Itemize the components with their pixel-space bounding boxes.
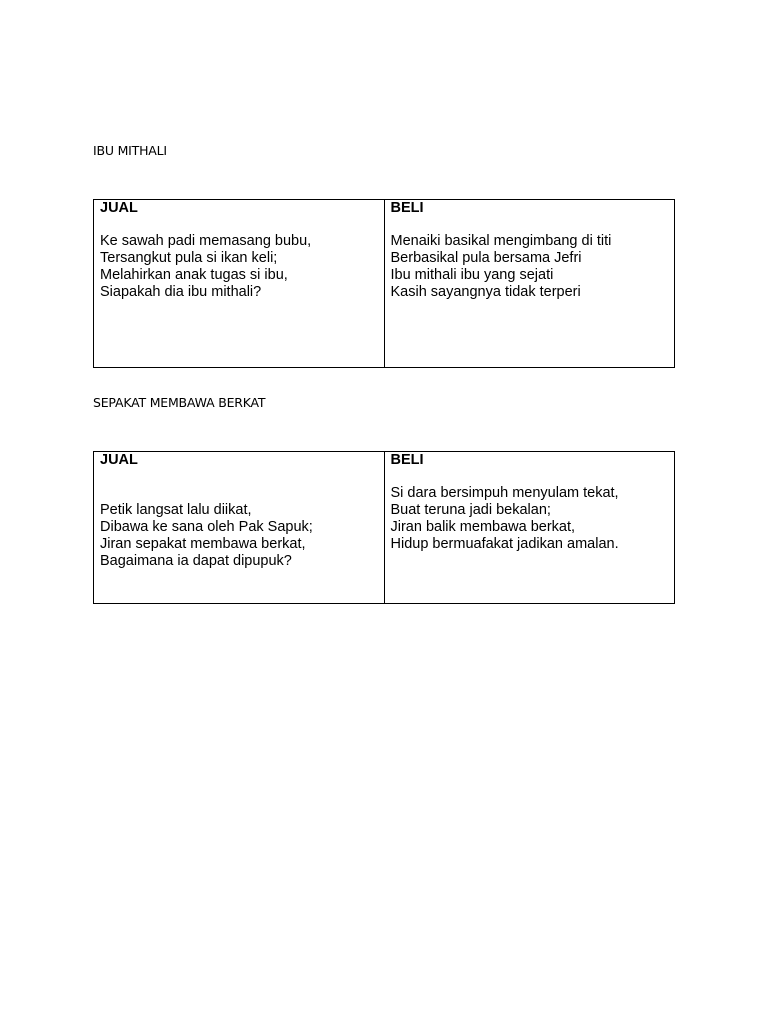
- jual-heading: JUAL: [100, 452, 138, 468]
- pantun-line: Kasih sayangnya tidak terperi: [390, 284, 581, 300]
- jual-lines: [100, 502, 378, 570]
- section-title-ibu-mithali: IBU MITHALI: [93, 143, 167, 158]
- section-title-sepakat-membawa-berkat: SEPAKAT MEMBAWA BERKAT: [93, 395, 266, 410]
- jual-lines: [100, 233, 378, 301]
- beli-cell: [384, 200, 675, 368]
- pantun-line: Jiran sepakat membawa berkat,: [100, 536, 306, 552]
- pantun-line: Bagaimana ia dapat dipupuk?: [100, 553, 292, 569]
- pantun-line: Ibu mithali ibu yang sejati: [390, 267, 554, 283]
- beli-cell: [384, 452, 675, 604]
- pantun-line: Jiran balik membawa berkat,: [390, 519, 576, 535]
- pantun-line: Siapakah dia ibu mithali?: [100, 284, 262, 300]
- beli-heading: BELI: [390, 200, 424, 216]
- pantun-line: Dibawa ke sana oleh Pak Sapuk;: [100, 519, 313, 535]
- table-row: [94, 452, 675, 604]
- jual-heading: JUAL: [100, 200, 138, 216]
- pantun-line: Berbasikal pula bersama Jefri: [390, 250, 582, 266]
- pantun-line: Si dara bersimpuh menyulam tekat,: [390, 485, 619, 501]
- pantun-line: Melahirkan anak tugas si ibu,: [100, 267, 288, 283]
- pantun-line: Menaiki basikal mengimbang di titi: [390, 233, 612, 249]
- pantun-line: Ke sawah padi memasang bubu,: [100, 233, 312, 249]
- beli-heading: BELI: [390, 452, 424, 468]
- pantun-line: Petik langsat lalu diikat,: [100, 502, 252, 518]
- jual-cell: [94, 452, 385, 604]
- pantun-line: Hidup bermuafakat jadikan amalan.: [390, 536, 619, 552]
- pantun-table-sepakat-membawa-berkat: [93, 451, 675, 604]
- table-row: [94, 200, 675, 368]
- jual-cell: [94, 200, 385, 368]
- pantun-line: Tersangkut pula si ikan keli;: [100, 250, 278, 266]
- pantun-line: Buat teruna jadi bekalan;: [390, 502, 551, 518]
- beli-lines: [391, 233, 669, 301]
- beli-lines: [391, 485, 669, 553]
- pantun-table-ibu-mithali: [93, 199, 675, 368]
